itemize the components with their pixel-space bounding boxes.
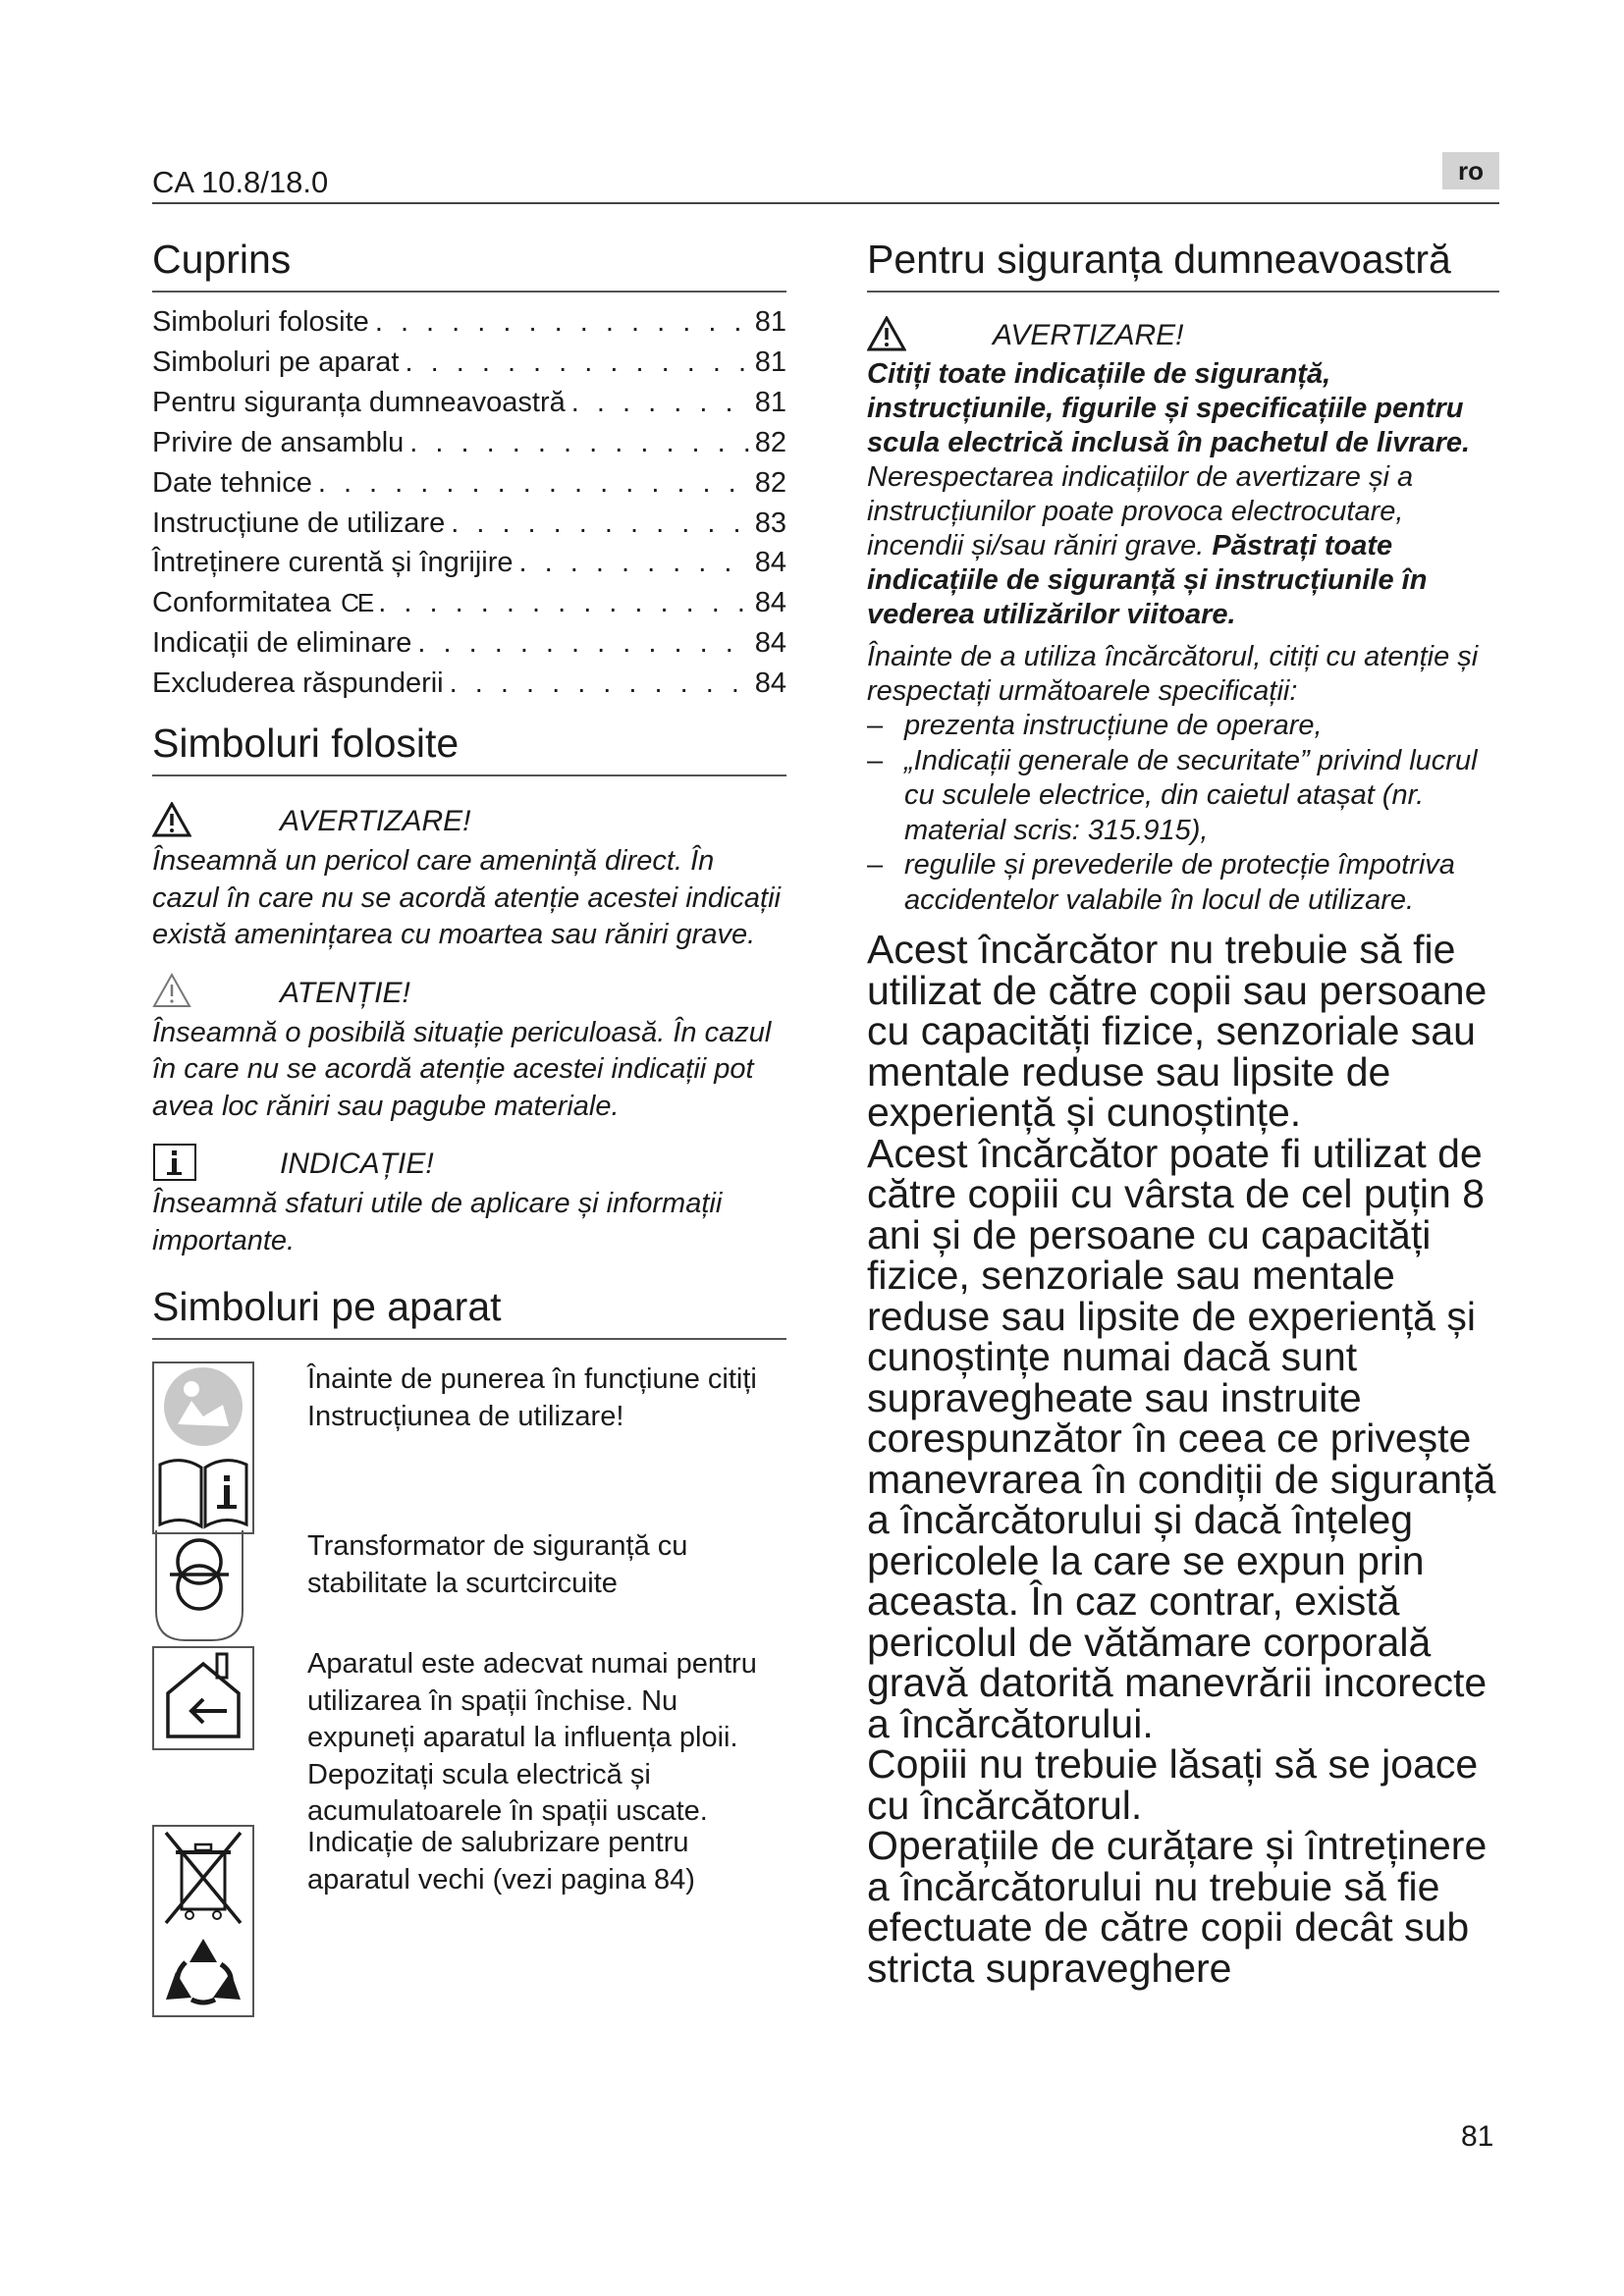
toc-item[interactable]: Date tehnice . . . 82: [152, 463, 786, 504]
specifications-list: [867, 709, 1499, 918]
language-badge: ro: [1442, 152, 1499, 189]
list-item: – „Indicații generale de securitate” privind lucrul cu sculele electrice, din caietul atașat (nr. material scris: 315.915),: [867, 744, 1499, 849]
document-model: CA 10.8/18.0: [152, 165, 329, 199]
toc-item[interactable]: Pentru siguranța dumneavoastră . . . 81: [152, 383, 786, 423]
list-item: [152, 1362, 786, 1528]
warning-block: [152, 800, 786, 954]
children-supervised-text: Acest încărcător poate fi utilizat de către copiii cu vârsta de cel puțin 8 ani și de persoane cu capacități fizice, senzoriale sau mentale reduse sau lipsite de experiență și cunoștințe numai dacă sunt supravegheate sau instruite corespunzător în ceea ce privește manevrarea în condiții de siguranță a încărcătorului și dacă înțeleg pericolele la care se expun prin aceasta. În caz contrar, există pericolul de vătămare corporală gravă datorită manevrării incorecte a încărcătorului.: [867, 1130, 1496, 1746]
toc-item[interactable]: Conformitatea CE . . . 84: [152, 583, 786, 623]
table-of-contents: [152, 302, 786, 704]
warning-label: AVERTIZARE!: [280, 805, 471, 838]
crossed-bin-icon: [152, 1825, 254, 2022]
list-item: [152, 1825, 786, 2021]
caution-triangle-icon: [152, 973, 280, 1013]
safety-heading: Pentru siguranța dumneavoastră: [867, 232, 1499, 293]
list-item: – regulile și prevederile de protecție împotriva accidentelor valabile în locul de utilizare.: [867, 848, 1499, 918]
indoor-use-icon: [152, 1646, 254, 1755]
note-text: Înseamnă sfaturi utile de aplicare și informații importante.: [152, 1188, 723, 1256]
symbols-device-heading: Simboluri pe aparat: [152, 1279, 786, 1340]
list-item: [152, 1646, 786, 1828]
safety-consequence: Nerespectarea indicațiilor de avertizare și a instrucțiunilor poate provoca electrocutare, incendii și/sau răniri grave. Păstrați toate indicațiile de siguranță și instrucțiunile în vederea utilizărilor viitoare.: [867, 461, 1428, 630]
toc-item[interactable]: Excluderea răspunderii . . . 84: [152, 664, 786, 704]
page-number: 81: [1461, 2120, 1494, 2153]
warning-triangle-icon: [152, 802, 280, 842]
header-rule: [152, 202, 1499, 204]
symbol-description: Aparatul este adecvat numai pentru utilizarea în spații închise. Nu expuneți aparatul la influența ploii. Depozitați scula electrică și acumulatoarele în spații uscate.: [307, 1648, 757, 1828]
device-symbol-list: [152, 1362, 786, 2021]
children-restriction-text: Acest încărcător nu trebuie să fie utilizat de către copii sau persoane cu capacități fizice, senzoriale sau mentale reduse sau lipsite de experiență și cunoștințe.: [867, 927, 1488, 1135]
toc-heading: Cuprins: [152, 232, 786, 293]
symbol-description: Indicație de salubrizare pentru aparatul vechi (vezi pagina 84): [307, 1827, 695, 1896]
caution-text: Înseamnă o posibilă situație periculoasă. În cazul în care nu se acordă atenție acestei indicații pot avea loc răniri sau pagube materiale.: [152, 1016, 772, 1122]
ce-mark-icon: CE: [341, 588, 373, 618]
caution-block: [152, 972, 786, 1126]
symbols-used-heading: Simboluri folosite: [152, 716, 786, 776]
safety-intro: Citiți toate indicațiile de siguranță, instrucțiunile, figurile și specificațiile pentru scula electrică inclusă în pachetul de livrare.: [867, 358, 1471, 458]
children-play-text: Copiii nu trebuie lăsați să se joace cu încărcătorul.: [867, 1741, 1479, 1828]
warning-text: Înseamnă un pericol care amenință direct. În cazul în care nu se acordă atenție acestei indicații există amenințarea cu moartea sau răniri grave.: [152, 845, 781, 951]
keep-instructions: Păstrați toate indicațiile de siguranță și instrucțiunile în vederea utilizărilor viitoare.: [867, 530, 1428, 630]
list-item: – prezenta instrucțiune de operare,: [867, 709, 1499, 744]
left-column: [152, 232, 786, 2021]
note-block: [152, 1143, 786, 1259]
toc-item[interactable]: Întreținere curentă și îngrijire . . . 84: [152, 543, 786, 583]
safety-transformer-icon: [152, 1528, 254, 1647]
warning-label: AVERTIZARE!: [993, 319, 1184, 351]
right-column: [867, 232, 1499, 1989]
toc-item[interactable]: Simboluri folosite . . . 81: [152, 302, 786, 343]
warning-triangle-icon: [867, 316, 993, 356]
toc-item[interactable]: Instrucțiune de utilizare . . . 83: [152, 504, 786, 544]
toc-item[interactable]: Privire de ansamblu . . . 82: [152, 423, 786, 463]
toc-item[interactable]: Indicații de eliminare . . . 84: [152, 623, 786, 664]
symbol-description: Transformator de siguranță cu stabilitate la scurtcircuite: [307, 1530, 688, 1599]
caution-label: ATENȚIE!: [280, 976, 410, 1009]
read-manual-icon: [152, 1362, 254, 1539]
before-use-text: Înainte de a utiliza încărcătorul, citiți cu atenție și respectați următoarele specificații:: [867, 641, 1479, 707]
toc-item[interactable]: Simboluri pe aparat . . . 81: [152, 343, 786, 383]
list-item: [152, 1528, 786, 1646]
note-label: INDICAȚIE!: [280, 1148, 434, 1181]
symbol-description: Înainte de punerea în funcțiune citiți Instrucțiunea de utilizare!: [307, 1363, 757, 1432]
info-icon: [152, 1143, 280, 1187]
safety-warning-head: [867, 314, 1499, 357]
cleaning-text: Operațiile de curățare și întreținere a încărcătorului nu trebuie să fie efectuate de către copii decât sub stricta supraveghere: [867, 1823, 1488, 1991]
